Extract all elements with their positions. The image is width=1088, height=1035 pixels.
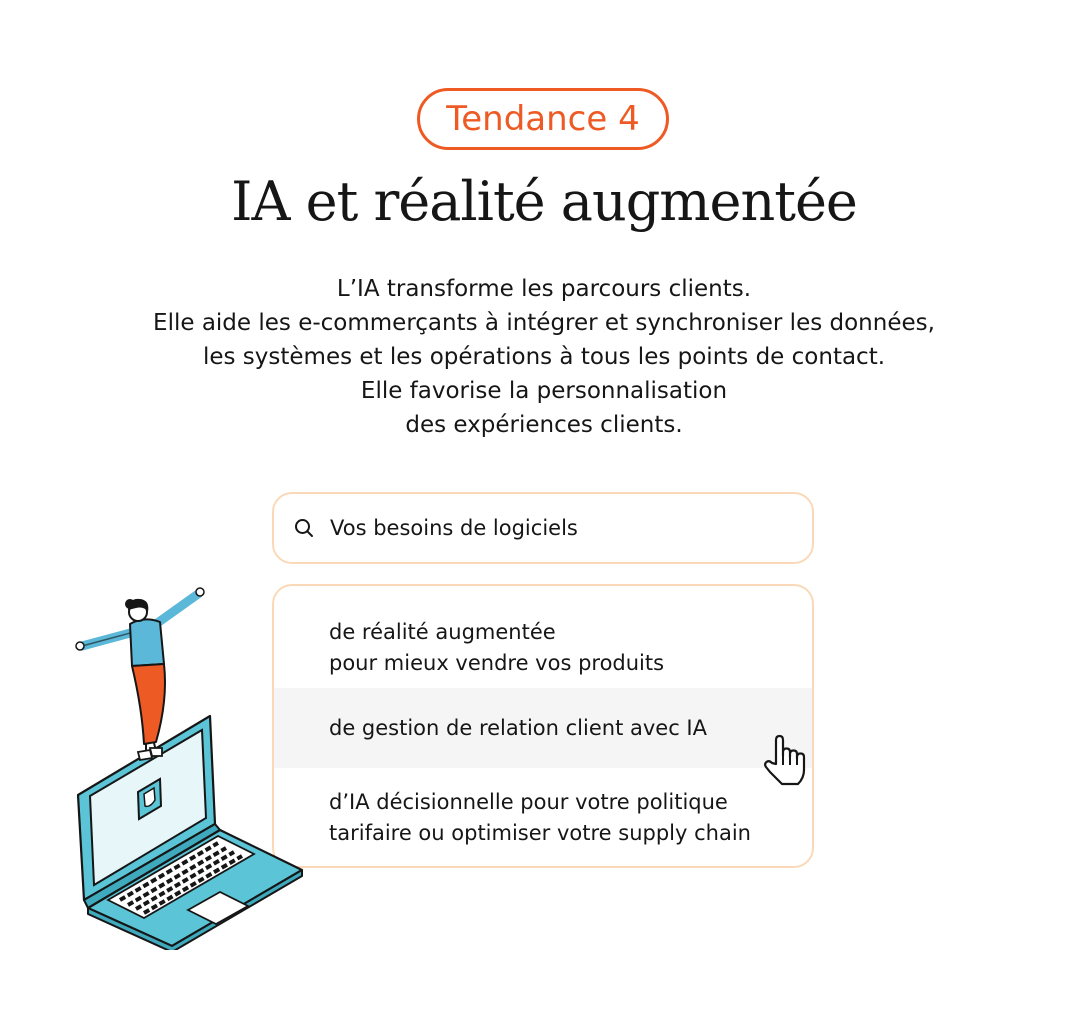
result-line: de réalité augmentée <box>329 620 556 644</box>
page-title: IA et réalité augmentée <box>231 170 857 233</box>
result-item-relation-client[interactable] <box>274 688 812 768</box>
laptop-icon <box>78 716 302 950</box>
tendance-badge <box>417 88 669 150</box>
intro-line: Elle favorise la personnalisation <box>360 378 728 404</box>
intro-line: Elle aide les e-commerçants à intégrer et synchroniser les données, <box>153 310 935 336</box>
hand-pointer-icon <box>762 734 808 788</box>
intro-paragraph <box>0 272 1088 442</box>
search-input[interactable] <box>272 492 814 564</box>
search-results-list <box>272 584 814 868</box>
result-line: tarifaire ou optimiser votre supply chain <box>329 821 751 845</box>
result-item-realite-augmentee[interactable] <box>274 606 812 690</box>
search-text: Vos besoins de logiciels <box>330 516 578 540</box>
result-line: pour mieux vendre vos produits <box>329 651 665 675</box>
intro-line: les systèmes et les opérations à tous les points de contact. <box>202 344 886 370</box>
woman-on-laptop-illustration <box>70 580 310 950</box>
search-icon <box>294 518 314 538</box>
result-line: de gestion de relation client avec IA <box>329 715 707 740</box>
result-line: d’IA décisionnelle pour votre politique <box>329 790 728 814</box>
result-item-ia-decisionnelle[interactable] <box>274 778 812 858</box>
intro-line: L’IA transforme les parcours clients. <box>336 276 752 302</box>
intro-line: des expériences clients. <box>405 412 683 438</box>
badge-label: Tendance 4 <box>446 99 640 139</box>
